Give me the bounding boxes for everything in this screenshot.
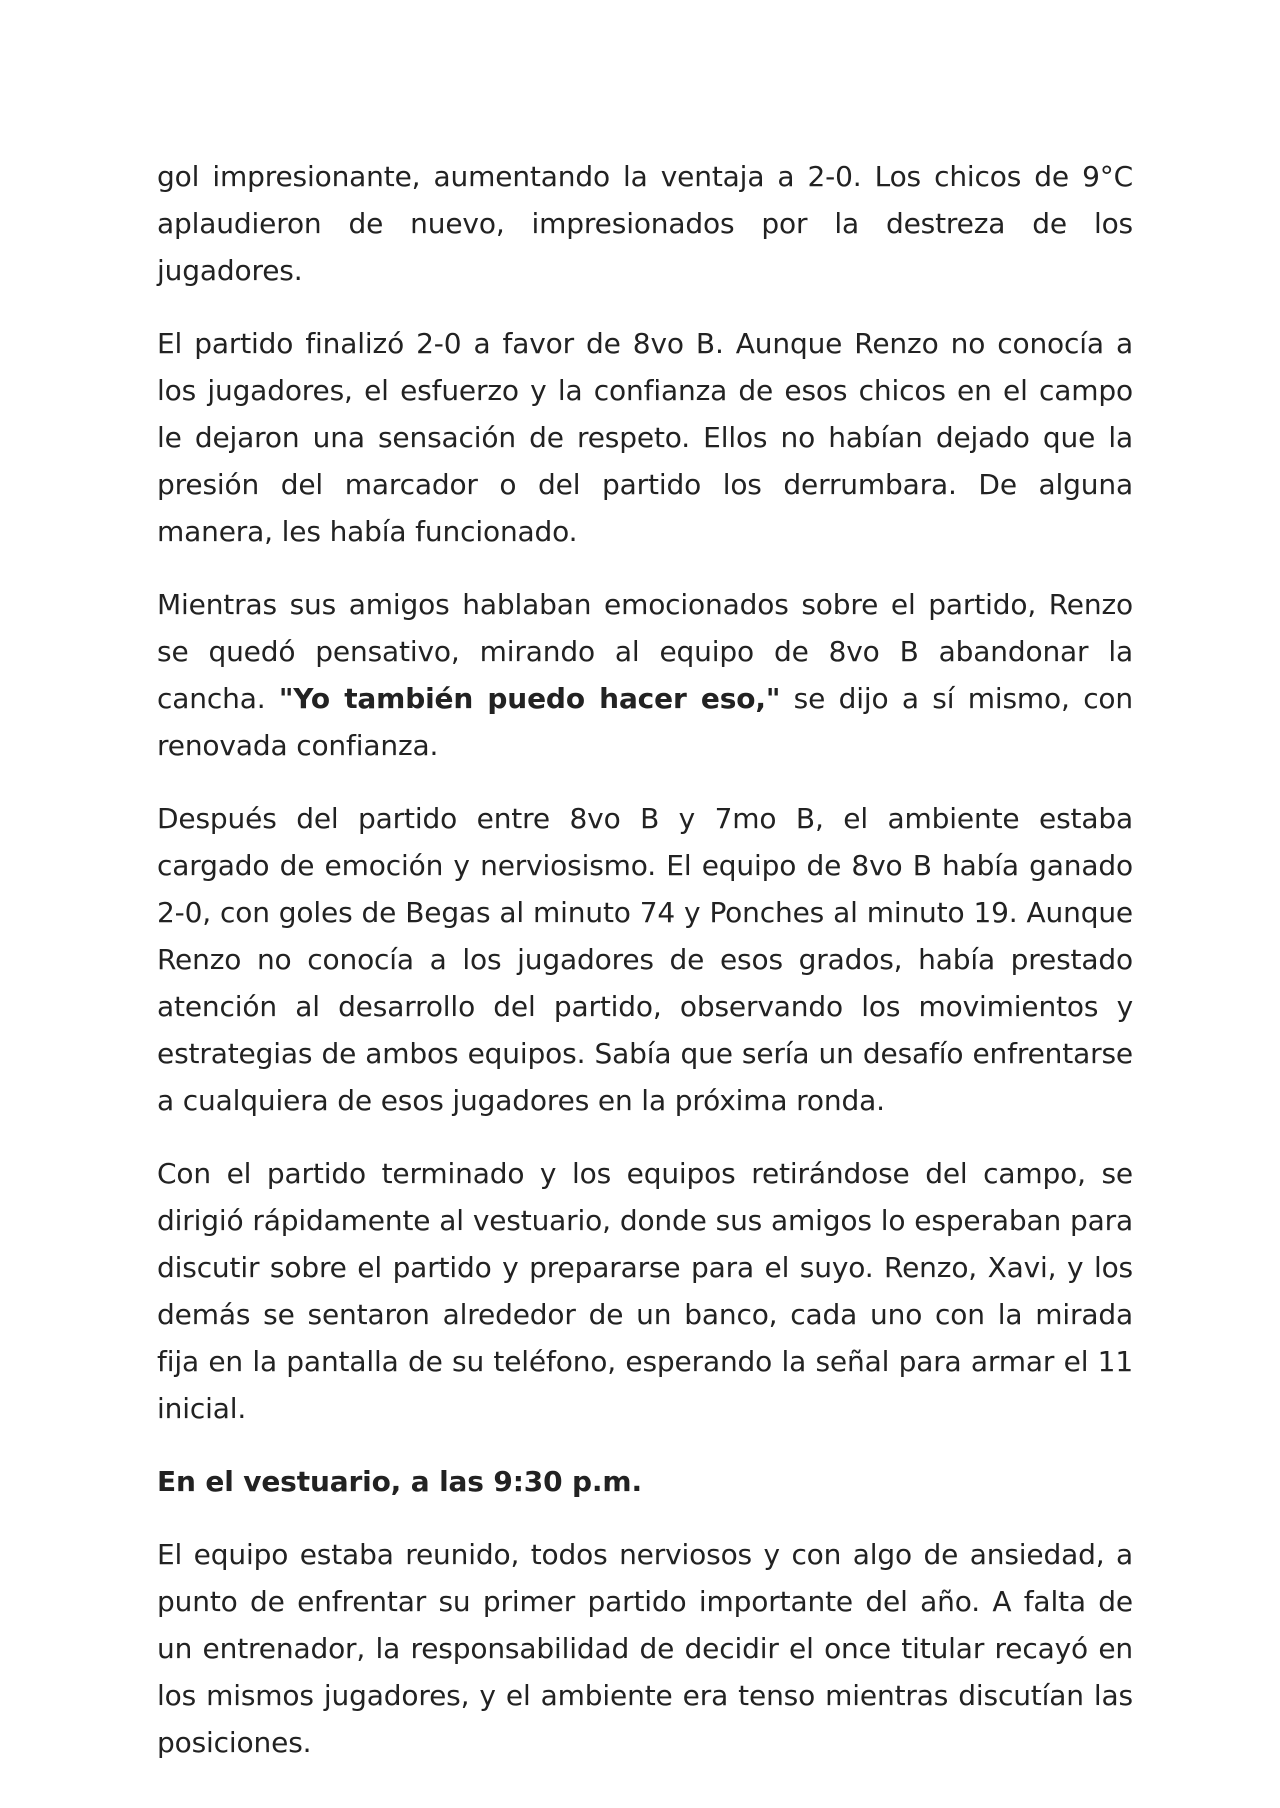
bold-quote: "Yo también puedo hacer eso," bbox=[278, 682, 781, 715]
paragraph-text-before: Mientras sus amigos hablaban emocionados sobre el partido, Renzo se quedó pensativo, mirando al equipo de 8vo B abandonar la cancha. bbox=[157, 588, 1133, 715]
paragraph-match-end: El partido finalizó 2-0 a favor de 8vo B. Aunque Renzo no conocía a los jugadores, el esfuerzo y la confianza de esos chicos en el campo le dejaron una sensación de respeto. Ellos no habían dejado que la presión del marcador o del partido los derrumbara. De alguna manera, les había funcionado. bbox=[157, 327, 1133, 548]
paragraph-goal: gol impresionante, aumentando la ventaja a 2-0. Los chicos de 9°C aplaudieron de nuevo, impresionados por la destreza de los jugadores. bbox=[157, 160, 1133, 287]
paragraph-after-match: Después del partido entre 8vo B y 7mo B, el ambiente estaba cargado de emoción y nerviosismo. El equipo de 8vo B había ganado 2-0, con goles de Begas al minuto 74 y Ponches al minuto 19. Aunque Renzo no conocía a los jugadores de esos grados, había prestado atención al desarrollo del partido, observando los movimientos y estrategias de ambos equipos. Sabía que sería un desafío enfrentarse a cualquiera de esos jugadores en la próxima ronda. bbox=[157, 802, 1133, 1117]
paragraph-renzo-thoughts bbox=[157, 581, 1133, 769]
document-page bbox=[157, 153, 1133, 1766]
paragraph-team-meeting: El equipo estaba reunido, todos nerviosos y con algo de ansiedad, a punto de enfrentar su primer partido importante del año. A falta de un entrenador, la responsabilidad de decidir el once titular recayó en los mismos jugadores, y el ambiente era tenso mientras discutían las posiciones. bbox=[157, 1538, 1133, 1759]
section-heading: En el vestuario, a las 9:30 p.m. bbox=[157, 1465, 642, 1498]
paragraph-text-after: se dijo a sí mismo, con renovada confianza. bbox=[157, 682, 1134, 762]
paragraph-locker-room: Con el partido terminado y los equipos retirándose del campo, se dirigió rápidamente al vestuario, donde sus amigos lo esperaban para discutir sobre el partido y prepararse para el suyo. Renzo, Xavi, y los demás se sentaron alrededor de un banco, cada uno con la mirada fija en la pantalla de su teléfono, esperando la señal para armar el 11 inicial. bbox=[157, 1157, 1133, 1425]
